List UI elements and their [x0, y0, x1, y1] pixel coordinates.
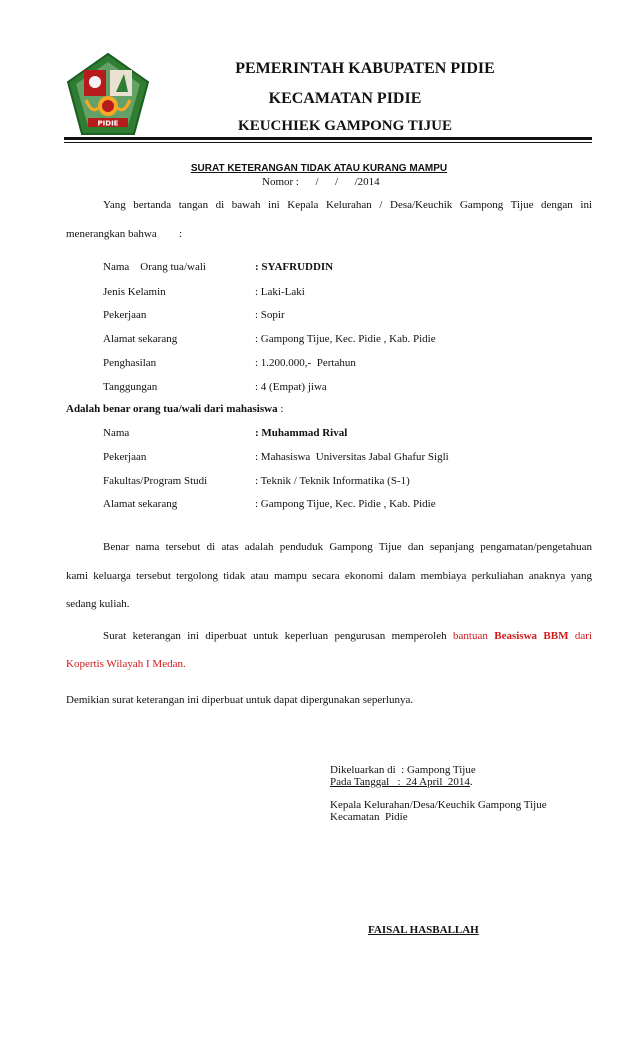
field-value: : Gampong Tijue, Kec. Pidie , Kab. Pidie	[255, 333, 436, 345]
issued-at: Dikeluarkan di : Gampong Tijue	[330, 764, 476, 776]
header-district: KECAMATAN PIDIE	[268, 90, 422, 107]
field-label: Pekerjaan	[103, 451, 147, 463]
para2-highlight: bantuan	[453, 630, 495, 642]
signatory-position: Kepala Kelurahan/Desa/Keuchik Gampong Tijue	[330, 799, 547, 811]
field-value: : 4 (Empat) jiwa	[255, 381, 327, 393]
field-label: Nama	[103, 427, 130, 439]
signatory-district: Kecamatan Pidie	[330, 811, 408, 823]
para2-highlight-end: dari	[568, 630, 592, 642]
para2-line-1	[103, 630, 592, 642]
header-rule-thick	[64, 137, 592, 140]
issue-date	[330, 776, 473, 788]
field-label: Jenis Kelamin	[103, 286, 166, 298]
field-value: : SYAFRUDDIN	[255, 261, 334, 273]
para1-line-2: kami keluarga tersebut tergolong tidak atau mampu secara ekonomi dalam membiaya perkuliahan anaknya yang	[66, 570, 592, 582]
field-label: Alamat sekarang	[103, 498, 178, 510]
para1-line-3: sedang kuliah.	[66, 598, 130, 610]
letter-number: Nomor : / / /2014	[262, 176, 380, 188]
student-heading	[66, 403, 283, 415]
field-label: Tanggungan	[103, 381, 158, 393]
header-rule-thin	[64, 142, 592, 143]
letter-title: SURAT KETERANGAN TIDAK ATAU KURANG MAMPU	[190, 163, 448, 174]
field-value: : 1.200.000,- Pertahun	[255, 357, 356, 369]
intro-colon: :	[179, 228, 183, 240]
field-value: : Laki-Laki	[255, 286, 305, 298]
para1-line-1: Benar nama tersebut di atas adalah penduduk Gampong Tijue dan sepanjang pengamatan/pengetahuan	[103, 541, 592, 553]
issue-date-text: Pada Tanggal : 24 April 2014	[330, 776, 470, 788]
field-value: : Mahasiswa Universitas Jabal Ghafur Sigli	[255, 451, 449, 463]
issue-date-suffix: .	[469, 776, 473, 788]
field-label: Alamat sekarang	[103, 333, 178, 345]
student-heading-text: Adalah benar orang tua/wali dari mahasiswa	[66, 403, 278, 415]
field-value: : Sopir	[255, 309, 285, 321]
logo-text: PIDIE	[97, 119, 119, 128]
intro-line-2: menerangkan bahwa	[66, 228, 157, 240]
para2-line-2: Kopertis Wilayah I Medan.	[66, 658, 186, 670]
field-value: : Muhammad Rival	[255, 427, 348, 439]
closing-statement: Demikian surat keterangan ini diperbuat untuk dapat dipergunakan seperlunya.	[66, 694, 414, 706]
student-heading-colon: :	[277, 403, 284, 415]
para2-text: Surat keterangan ini diperbuat untuk keperluan pengurusan memperoleh	[103, 630, 453, 642]
field-label: Nama Orang tua/wali	[103, 261, 206, 273]
header-government: PEMERINTAH KABUPATEN PIDIE	[235, 60, 495, 77]
field-label: Pekerjaan	[103, 309, 147, 321]
field-value: : Teknik / Teknik Informatika (S-1)	[255, 475, 410, 487]
field-value: : Gampong Tijue, Kec. Pidie , Kab. Pidie	[255, 498, 436, 510]
regency-emblem-logo	[66, 52, 150, 136]
intro-line-1: Yang bertanda tangan di bawah ini Kepala Kelurahan / Desa/Keuchik Gampong Tijue dengan ini	[103, 199, 592, 211]
field-label: Penghasilan	[103, 357, 157, 369]
field-label: Fakultas/Program Studi	[103, 475, 208, 487]
para2-highlight-bold: Beasiswa BBM	[494, 630, 569, 642]
header-village: KEUCHIEK GAMPONG TIJUE	[238, 118, 452, 134]
signatory-name: FAISAL HASBALLAH	[368, 924, 479, 936]
